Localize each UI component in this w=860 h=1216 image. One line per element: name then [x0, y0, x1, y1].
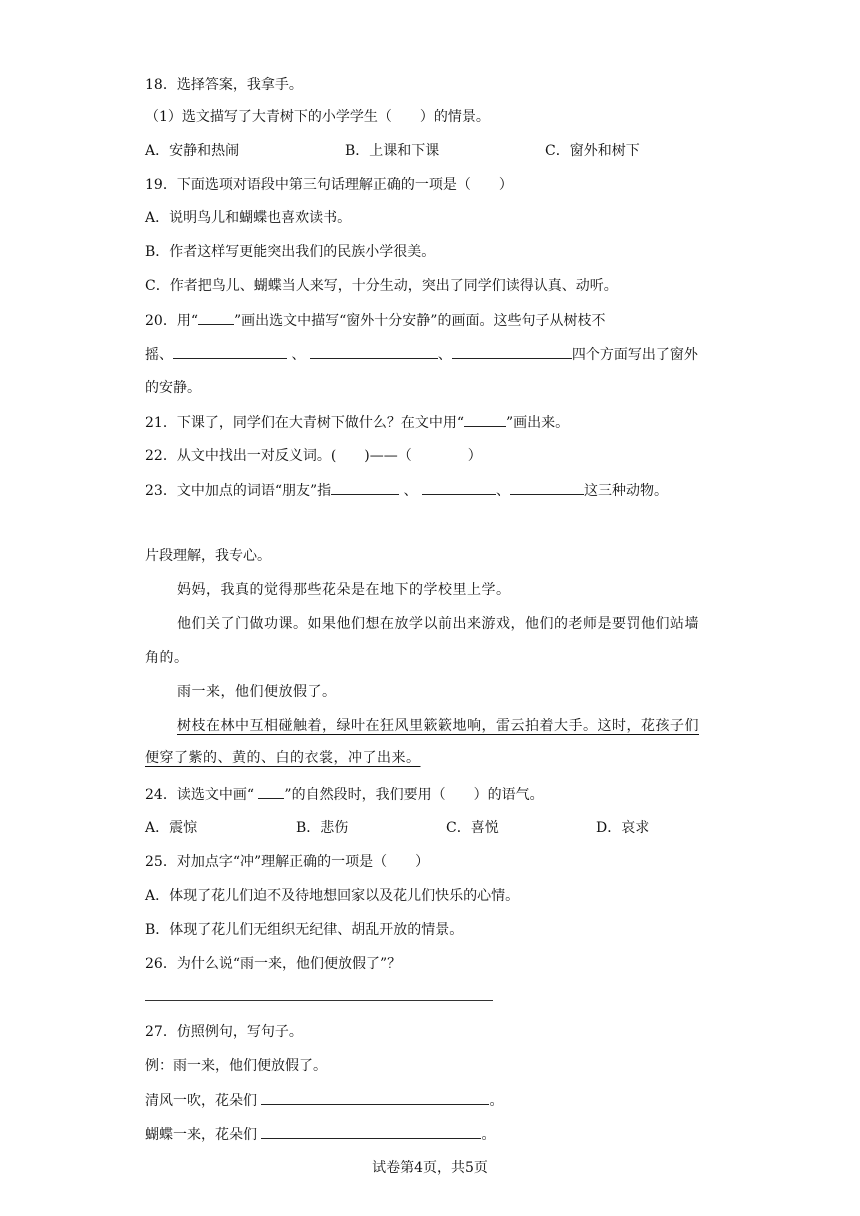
- q24-text: ”的自然段时，我们要用（ ）的语气。: [284, 787, 544, 803]
- passage-para-underlined: 树枝在林中互相碰触着，绿叶在狂风里簌簌地响，雷云拍着大手。这时，花孩子们: [177, 718, 699, 734]
- q27-text: 。: [481, 1127, 496, 1143]
- q27-sentence-2: [145, 1124, 495, 1145]
- q27-title: 27．仿照例句，写句子。: [145, 1024, 303, 1040]
- q20-line2: [145, 344, 698, 365]
- q26-title: 26．为什么说“雨一来，他们便放假了”？: [145, 956, 402, 972]
- q18-option-c: C．窗外和树下: [545, 143, 640, 159]
- passage-para: 角的。: [145, 650, 189, 666]
- q23-text: 、: [496, 483, 511, 499]
- passage-para: 雨一来，他们便放假了。: [177, 684, 337, 700]
- q18-option-b: B．上课和下课: [345, 143, 440, 159]
- q26-answer-line[interactable]: [145, 1000, 493, 1001]
- q23-text: 、: [399, 483, 418, 499]
- q19-option-b: B．作者这样写更能突出我们的民族小学很美。: [145, 244, 436, 260]
- q27-sentence-1: [145, 1090, 503, 1111]
- blank-line: [173, 344, 287, 359]
- q20-text: 20．用“: [145, 313, 198, 329]
- answer-blank[interactable]: [261, 1090, 489, 1105]
- passage-para: 妈妈，我真的觉得那些花朵是在地下的学校里上学。: [177, 582, 511, 598]
- blank-line: [452, 344, 572, 359]
- passage-para-underlined: 便穿了紫的、黄的、白的衣裳，冲了出来。: [145, 750, 421, 766]
- blank-line: [331, 480, 399, 495]
- q24-option-a: A．震惊: [145, 820, 198, 836]
- q25-option-b: B．体现了花儿们无组织无纪律、胡乱开放的情景。: [145, 922, 464, 938]
- q18-title: 18．选择答案，我拿手。: [145, 77, 303, 93]
- q25-title: 25．对加点字“冲”理解正确的一项是（ ）: [145, 854, 430, 870]
- q25-option-a: A．体现了花儿们迫不及待地想回家以及花儿们快乐的心情。: [145, 888, 520, 904]
- q24-option-d: D．哀求: [596, 820, 650, 836]
- q20-text: 、: [437, 347, 452, 363]
- q22: 22．从文中找出一对反义词。( )——（ ）: [145, 448, 482, 464]
- q20-text: 摇、: [145, 347, 173, 363]
- q20-text: ”画出选文中描写“窗外十分安静”的画面。这些句子从树枝不: [233, 313, 606, 329]
- blank-line: [258, 784, 284, 799]
- q19-option-c: C．作者把鸟儿、蝴蝶当人来写，十分生动，突出了同学们读得认真、动听。: [145, 278, 618, 294]
- q27-example: 例：雨一来，他们便放假了。: [145, 1058, 327, 1074]
- blank-line: [510, 480, 584, 495]
- q23-text: 23．文中加点的词语“朋友”指: [145, 483, 332, 499]
- q27-text: 清风一吹，花朵们: [145, 1093, 262, 1109]
- q20-text: 、: [287, 347, 306, 363]
- q24-text: 24．读选文中画“: [145, 787, 259, 803]
- q20-text: 四个方面写出了窗外: [571, 347, 698, 363]
- q24-option-c: C．喜悦: [446, 820, 499, 836]
- q18-sub: （1）选文描写了大青树下的小学学生（ ）的情景。: [145, 109, 490, 125]
- q27-text: 。: [489, 1093, 504, 1109]
- q19-option-a: A．说明鸟儿和蝴蝶也喜欢读书。: [145, 210, 352, 226]
- blank-line: [464, 412, 506, 427]
- q24-title: [145, 784, 544, 805]
- blank-line: [310, 344, 438, 359]
- q20-line3: 的安静。: [145, 380, 201, 396]
- q21: [145, 412, 569, 433]
- blank-line: [198, 310, 234, 325]
- blank-line: [422, 480, 496, 495]
- passage-para: 他们关了门做功课。如果他们想在放学以前出来游戏，他们的老师是要罚他们站墙: [177, 616, 699, 632]
- q23-text: 这三种动物。: [584, 483, 669, 499]
- q20-line1: [145, 310, 605, 331]
- q21-text: ”画出来。: [505, 415, 570, 431]
- q21-text: 21．下课了，同学们在大青树下做什么？在文中用“: [145, 415, 464, 431]
- q19-title: 19．下面选项对语段中第三句话理解正确的一项是（ ）: [145, 177, 513, 193]
- section-title: 片段理解，我专心。: [145, 548, 271, 564]
- q27-text: 蝴蝶一来，花朵们: [145, 1127, 262, 1143]
- answer-blank[interactable]: [261, 1124, 481, 1139]
- q18-option-a: A．安静和热闹: [145, 143, 240, 159]
- q24-option-b: B．悲伤: [296, 820, 349, 836]
- page-footer: 试卷第4页，共5页: [372, 1160, 488, 1176]
- q23: [145, 480, 668, 501]
